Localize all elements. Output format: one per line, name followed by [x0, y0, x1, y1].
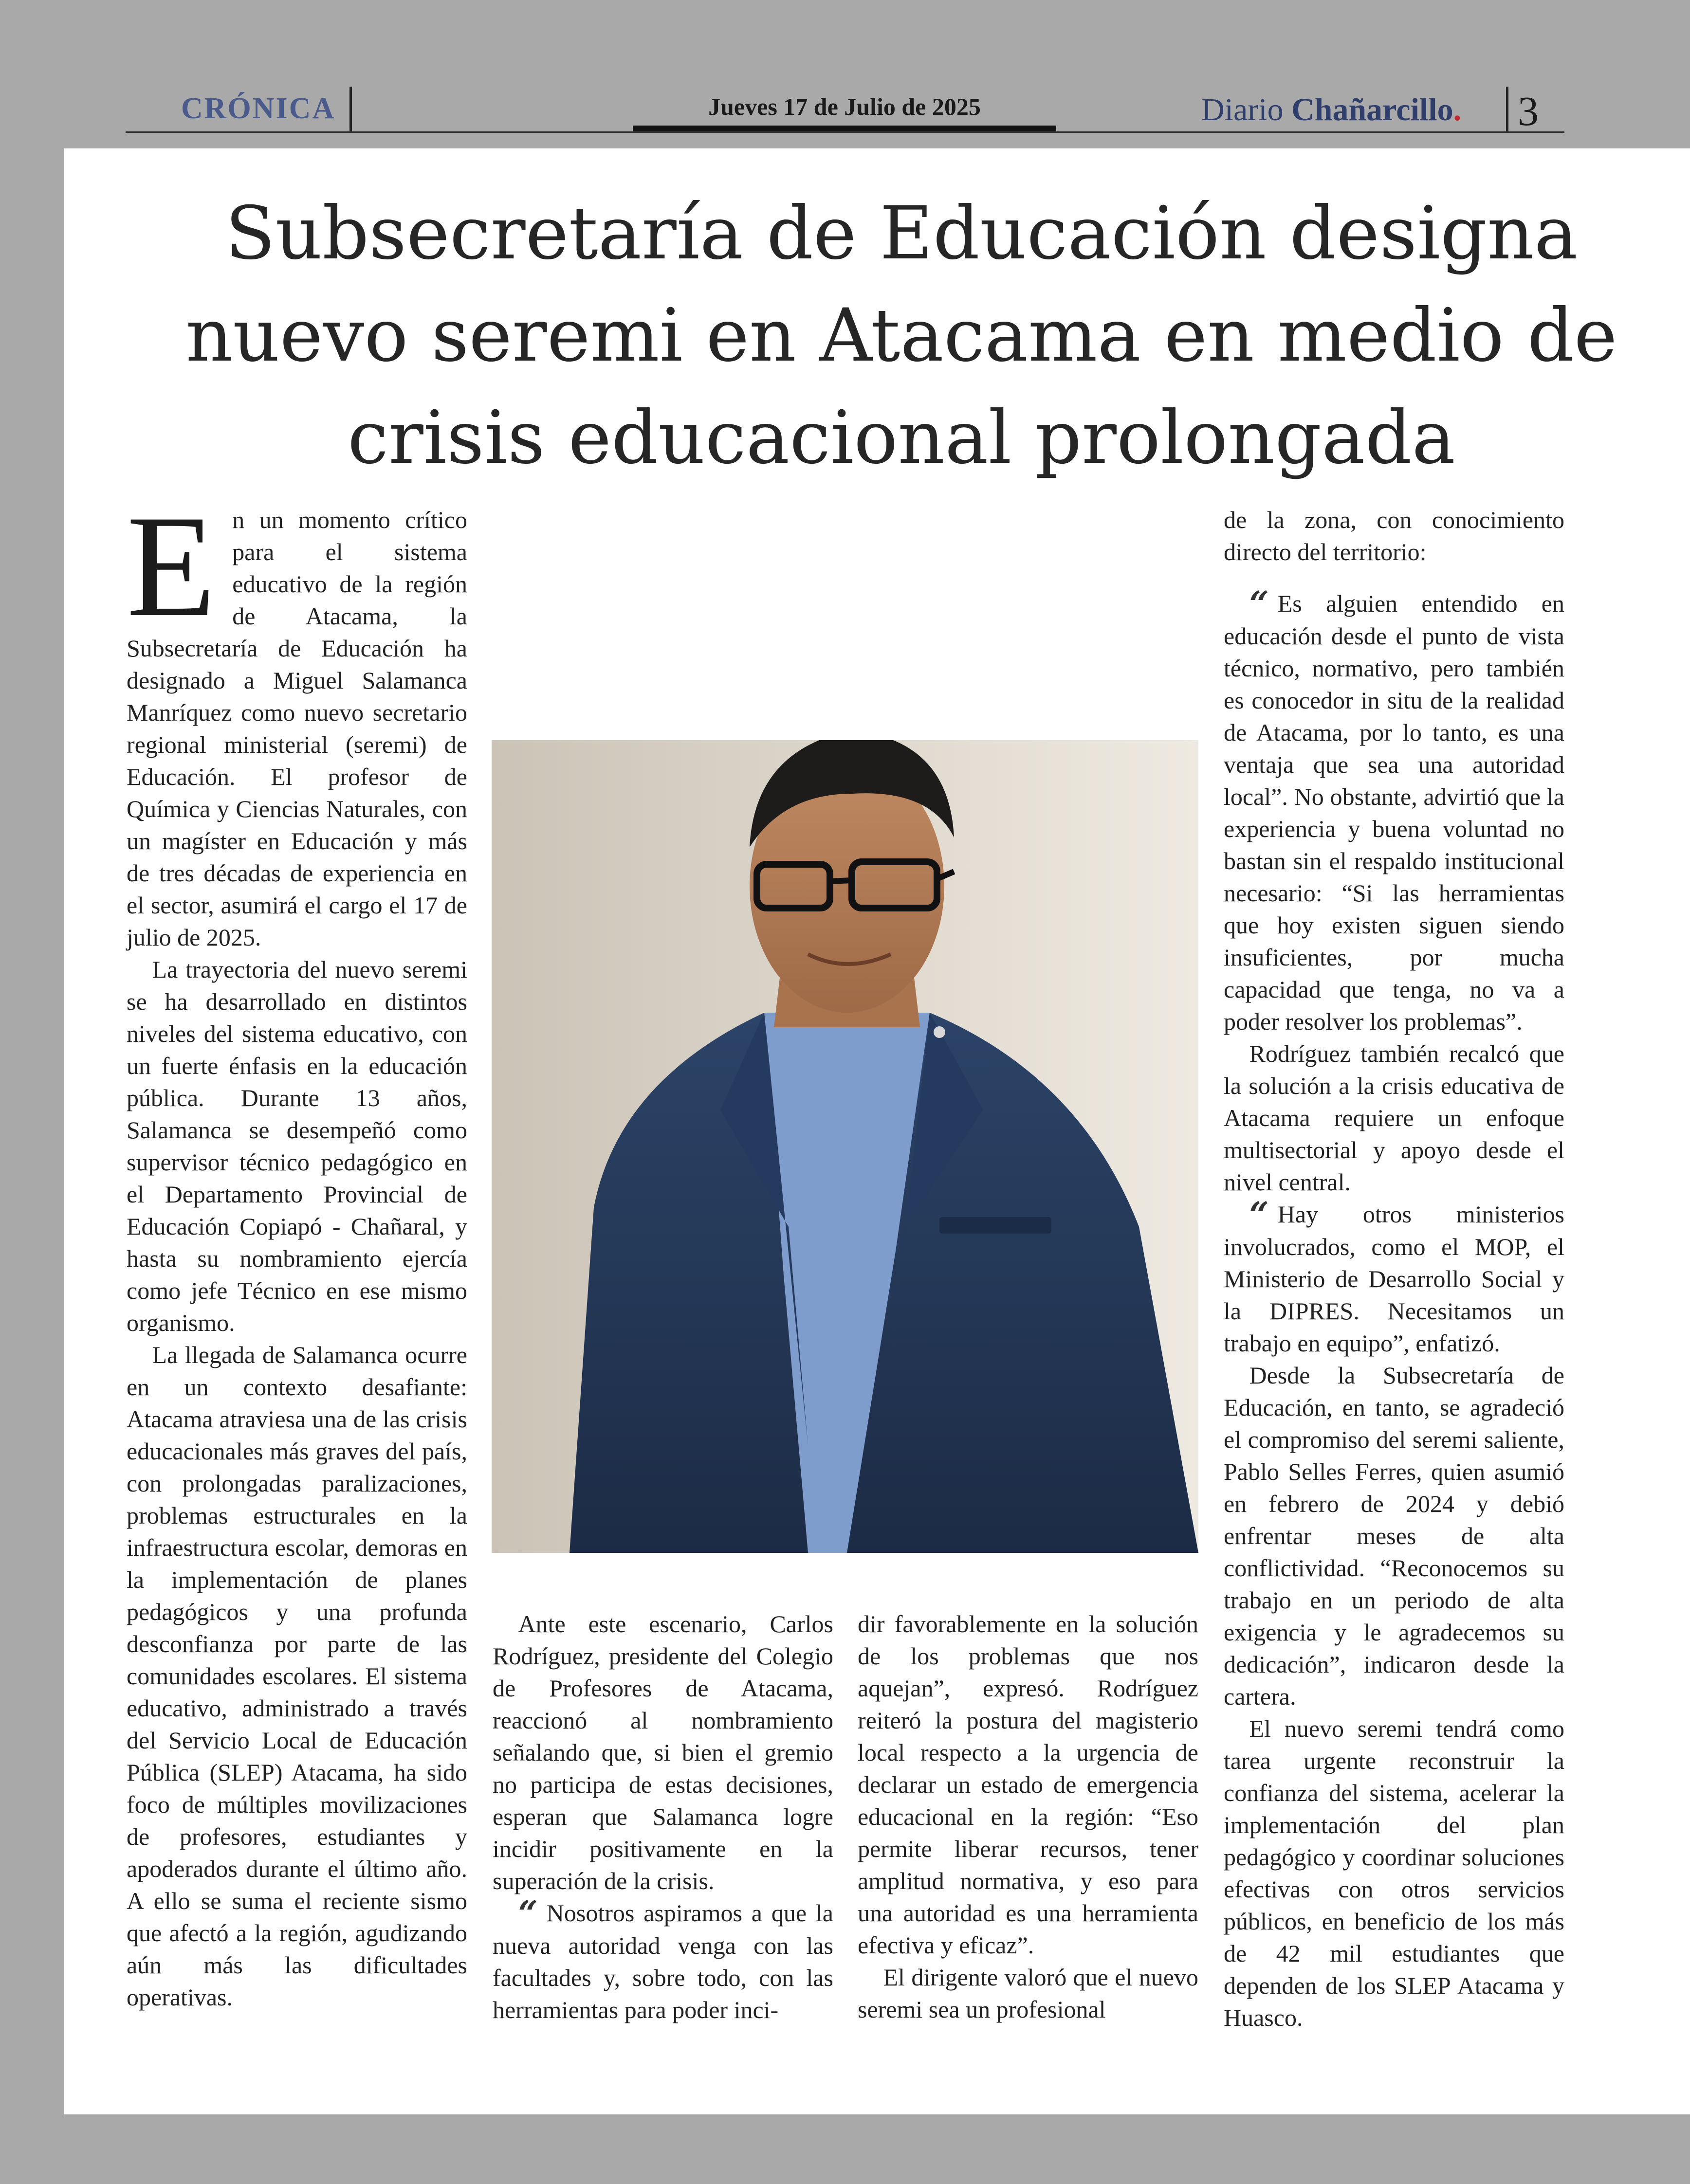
- article-column-2: [493, 1608, 833, 2026]
- paragraph: La llegada de Salamanca ocurre en un contexto desafiante: Atacama atraviesa una de las crisis educacionales más graves del país, con prolongadas paralizaciones, problemas estructurales en la infraestructura escolar, demoras en la implementación de planes pedagógicos y una profunda desconfianza por parte de las comunidades escolares. El sistema educativo, administrado a través del Servicio Local de Educación Pública (SLEP) Atacama, ha sido foco de múltiples movilizaciones de profesores, estudiantes y apoderados durante el último año. A ello se suma el reciente sismo que afectó a la región, agudizando aún más las dificultades operativas.: [127, 1341, 467, 2011]
- paragraph: dir favorablemente en la solución de los problemas que nos aquejan”, expresó. Rodríguez reiteró la postura del magisterio local respecto a la urgencia de declarar un estado de emergencia educacional en la región: “Eso permite liberar recursos, tener amplitud normativa, y eso para una autoridad es una herramienta efectiva y eficaz”.: [858, 1610, 1198, 1959]
- quote-paragraph: [493, 1893, 833, 2026]
- paragraph: Ante este escenario, Carlos Rodríguez, presidente del Colegio de Profesores de Atacama, reaccionó al nombramiento señalando que, si bien el gremio no participa de estas decisiones, esperan que Salamanca logre incidir positivamente en la superación de la crisis.: [493, 1610, 833, 1894]
- page-number: 3: [1518, 88, 1539, 134]
- quote-paragraph: [1224, 583, 1564, 1037]
- page-number-divider: [1506, 87, 1508, 131]
- issue-date: Jueves 17 de Julio de 2025: [708, 93, 981, 120]
- drop-cap: E: [127, 485, 216, 647]
- article-column-1: [127, 485, 467, 2013]
- paragraph: El dirigente valoró que el nuevo seremi sea un profesional: [858, 1964, 1198, 2023]
- quote-mark-icon: “: [518, 1893, 538, 1933]
- paragraph: El nuevo seremi tendrá como tarea urgente reconstruir la confianza del sistema, acelerar la implementación del plan pedagógico y coordinar soluciones efectivas con otros servicios públicos, en beneficio de los más de 42 mil estudiantes que dependen de los SLEP Atacama y Huasco.: [1224, 1715, 1564, 2031]
- section-label: CRÓNICA: [181, 92, 336, 125]
- header-rule: [126, 131, 1564, 133]
- paragraph: de la zona, con conocimiento directo del territorio:: [1224, 506, 1564, 565]
- brand-dot: .: [1453, 92, 1462, 127]
- portrait-photo: [492, 740, 1198, 1553]
- quote-paragraph: [1224, 1194, 1564, 1359]
- quote-text: Es alguien entendido en educación desde el punto de vista técnico, normativo, pero también es conocedor in situ de la realidad de Atacama, por lo tanto, es una ventaja que sea una autoridad local”. No obstante, advirtió que la experiencia y buena voluntad no bastan sin el respaldo institucional necesario: “Si las herramientas que hoy existen siguen siendo insuficientes, por mucha capacidad que tenga, no va a poder resolver los problemas”.: [1224, 590, 1564, 1035]
- article-column-3: [858, 1608, 1198, 2025]
- article-column-4: [1224, 504, 1564, 2034]
- quote-text: Hay otros ministerios involucrados, como el MOP, el Ministerio de Desarrollo Social y la DIPRES. Necesitamos un trabajo en equipo”, enfatizó.: [1224, 1201, 1564, 1357]
- newspaper-prefix: Diario: [1201, 92, 1284, 127]
- quote-mark-icon: “: [1249, 583, 1269, 624]
- header-divider: [349, 87, 352, 131]
- page-header: [0, 0, 1690, 148]
- paragraph-text: n un momento crítico para el sistema educativo de la región de Atacama, la Subsecretaría de Educación ha designado a Miguel Salamanca Manríquez como nuevo secretario regional ministerial (seremi) de Educación. El profesor de Química y Ciencias Naturales, con un magíster en Educación y más de tres décadas de experiencia en el sector, asumirá el cargo el 17 de julio de 2025.: [127, 506, 467, 951]
- paragraph: [127, 485, 467, 953]
- newspaper-name: [1201, 91, 1461, 128]
- date-underline: [633, 126, 1056, 131]
- newspaper-title: Chañarcillo: [1291, 92, 1453, 127]
- headline: Subsecretaría de Educación designa nuevo seremi en Atacama en medio de crisis educacional prolongada: [185, 191, 1617, 480]
- quote-mark-icon: “: [1249, 1194, 1269, 1235]
- quote-text: Nosotros aspiramos a que la nueva autoridad venga con las facultades y, sobre todo, con las herramientas para poder inci-: [493, 1899, 833, 2023]
- paragraph: La trayectoria del nuevo seremi se ha desarrollado en distintos niveles del sistema educativo, con un fuerte énfasis en la educación pública. Durante 13 años, Salamanca se desempeñó como supervisor técnico pedagógico en el Departamento Provincial de Educación Copiapó - Chañaral, y hasta su nombramiento ejercía como jefe Técnico en ese mismo organismo.: [127, 956, 467, 1336]
- article-page: [64, 148, 1690, 2114]
- paragraph: Desde la Subsecretaría de Educación, en tanto, se agradeció el compromiso del seremi saliente, Pablo Selles Ferres, quien asumió en febrero de 2024 y debió enfrentar meses de alta conflictividad. “Reconocemos su trabajo en un periodo de alta exigencia y le agradecemos su dedicación”, indicaron desde la cartera.: [1224, 1362, 1564, 1710]
- paragraph: Rodríguez también recalcó que la solución a la crisis educativa de Atacama requiere un enfoque multisectorial y apoyo desde el nivel central.: [1224, 1040, 1564, 1196]
